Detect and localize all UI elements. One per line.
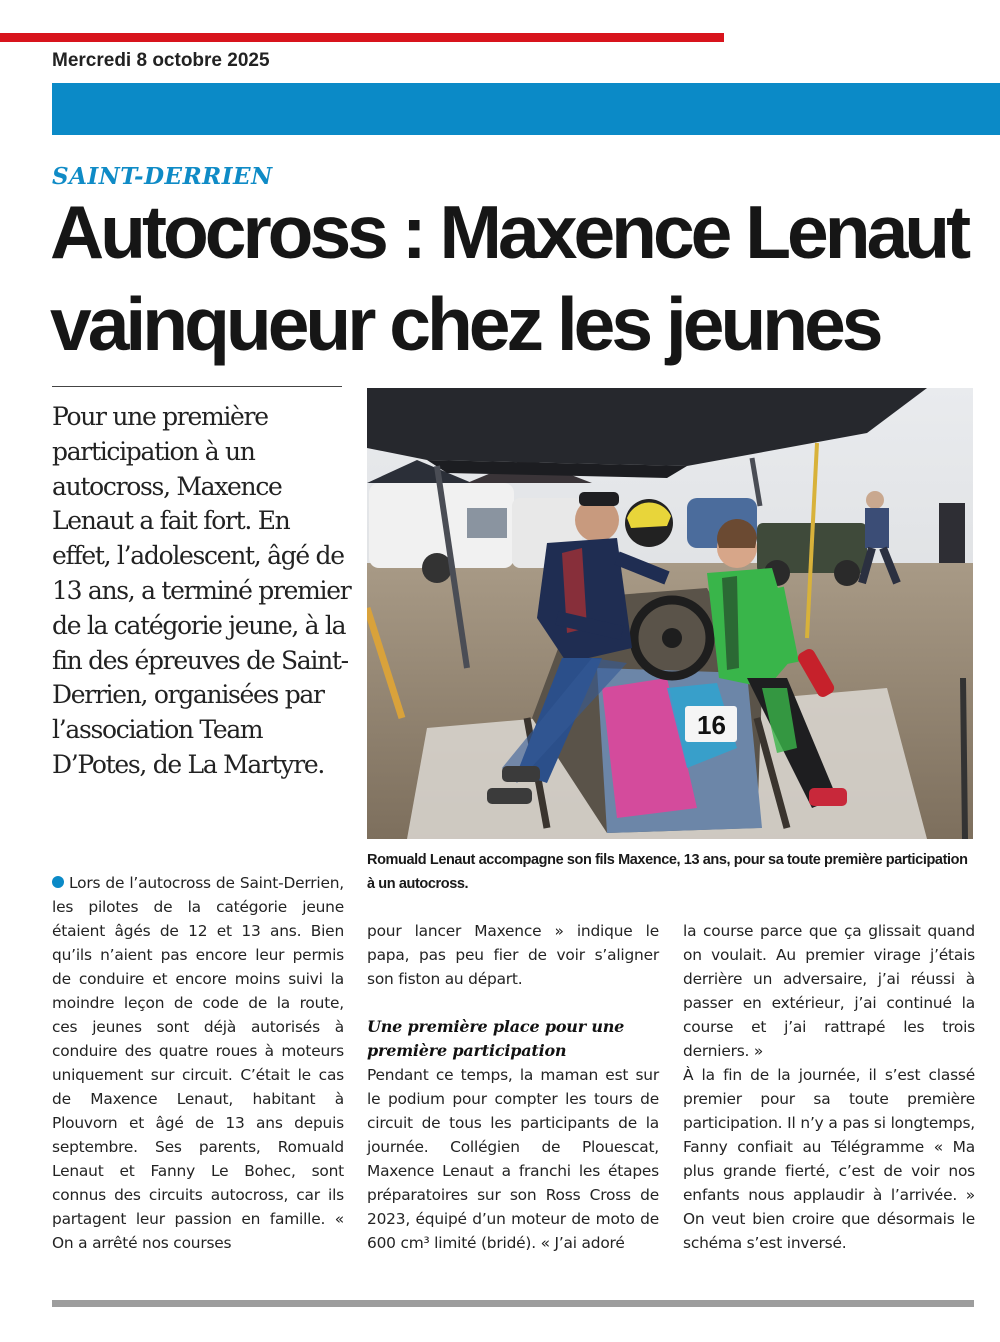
red-top-bar xyxy=(0,33,724,42)
kart-number: 16 xyxy=(697,710,726,740)
body-paragraph-4: la course parce que ça glissait quand on voulait. Au premier virage j’étais derrière un adversaire, j’ai réussi à passer en extérieur, j’ai continué la course et j’ai rattrapé les trois derniers. » xyxy=(683,922,975,1060)
photo-caption: Romuald Lenaut accompagne son fils Maxence, 13 ans, pour sa toute première participation à un autocross. xyxy=(367,852,968,892)
body-paragraph-5: À la fin de la journée, il s’est classé premier pour sa toute première participation. Il n’y a pas si longtemps, Fanny confiait au Télégramme « Ma plus grande fierté, c’est de voir nos enfants nous applaudir à l’arrivée. » On veut bien croire que désormais le schéma s’est inversé. xyxy=(683,1066,975,1252)
article-headline: Autocross : Maxence Lenaut vainqueur chez les jeunes xyxy=(50,190,968,366)
photo-illustration xyxy=(367,388,973,839)
body-paragraph-1 xyxy=(52,871,344,1255)
body-paragraph-2: pour lancer Maxence » indique le papa, pas peu fier de voir s’aligner son fiston au départ. xyxy=(367,922,659,988)
chapo-rule xyxy=(52,386,342,387)
body-column-2 xyxy=(367,919,659,1255)
article-chapo: Pour une première participation à un autocross, Maxence Lenaut a fait fort. En effet, l’adolescent, âgé de 13 ans, a terminé premier de la catégorie jeune, à la fin des épreuves de Saint-Derrien, organisées par l’association Team D’Potes, de La Martyre. xyxy=(52,402,351,779)
body-column-1 xyxy=(52,871,344,1255)
blue-header-band xyxy=(52,83,1000,135)
article-photo xyxy=(367,388,973,839)
issue-date: Mercredi 8 octobre 2025 xyxy=(52,50,270,71)
article-subhead: Une première place pour une première participation xyxy=(367,1017,625,1060)
body-paragraph-3: Pendant ce temps, la maman est sur le podium pour compter les tours de circuit de tous les participants de la journée. Collégien de Plouescat, Maxence Lenaut a franchi les étapes préparatoires sur son Ross Cross de 2023, équipé d’un moteur de moto de 600 cm³ limité (bridé). « J’ai adoré xyxy=(367,1066,659,1252)
blue-bullet-icon xyxy=(52,876,64,888)
article-kicker: SAINT-DERRIEN xyxy=(52,163,273,190)
body-column-3 xyxy=(683,919,975,1255)
body-text-1: Lors de l’autocross de Saint-Derrien, les pilotes de la catégorie jeune étaient âgés de 12 et 13 ans. Bien qu’ils n’aient pas encore leur permis de conduire et encore moins suivi la moindre leçon de code de la route, ces jeunes sont déjà autorisés à conduire des quatre roues à moteurs uniquement sur circuit. C’était le cas de Maxence Lenaut, habitant à Plouvorn et âgé de 13 ans depuis septembre. Ses parents, Romuald Lenaut et Fanny Le Bohec, sont connus des circuits autocross, car ils partagent leur passion en famille. « On a arrêté nos courses xyxy=(52,874,344,1252)
bottom-rule xyxy=(52,1300,974,1307)
